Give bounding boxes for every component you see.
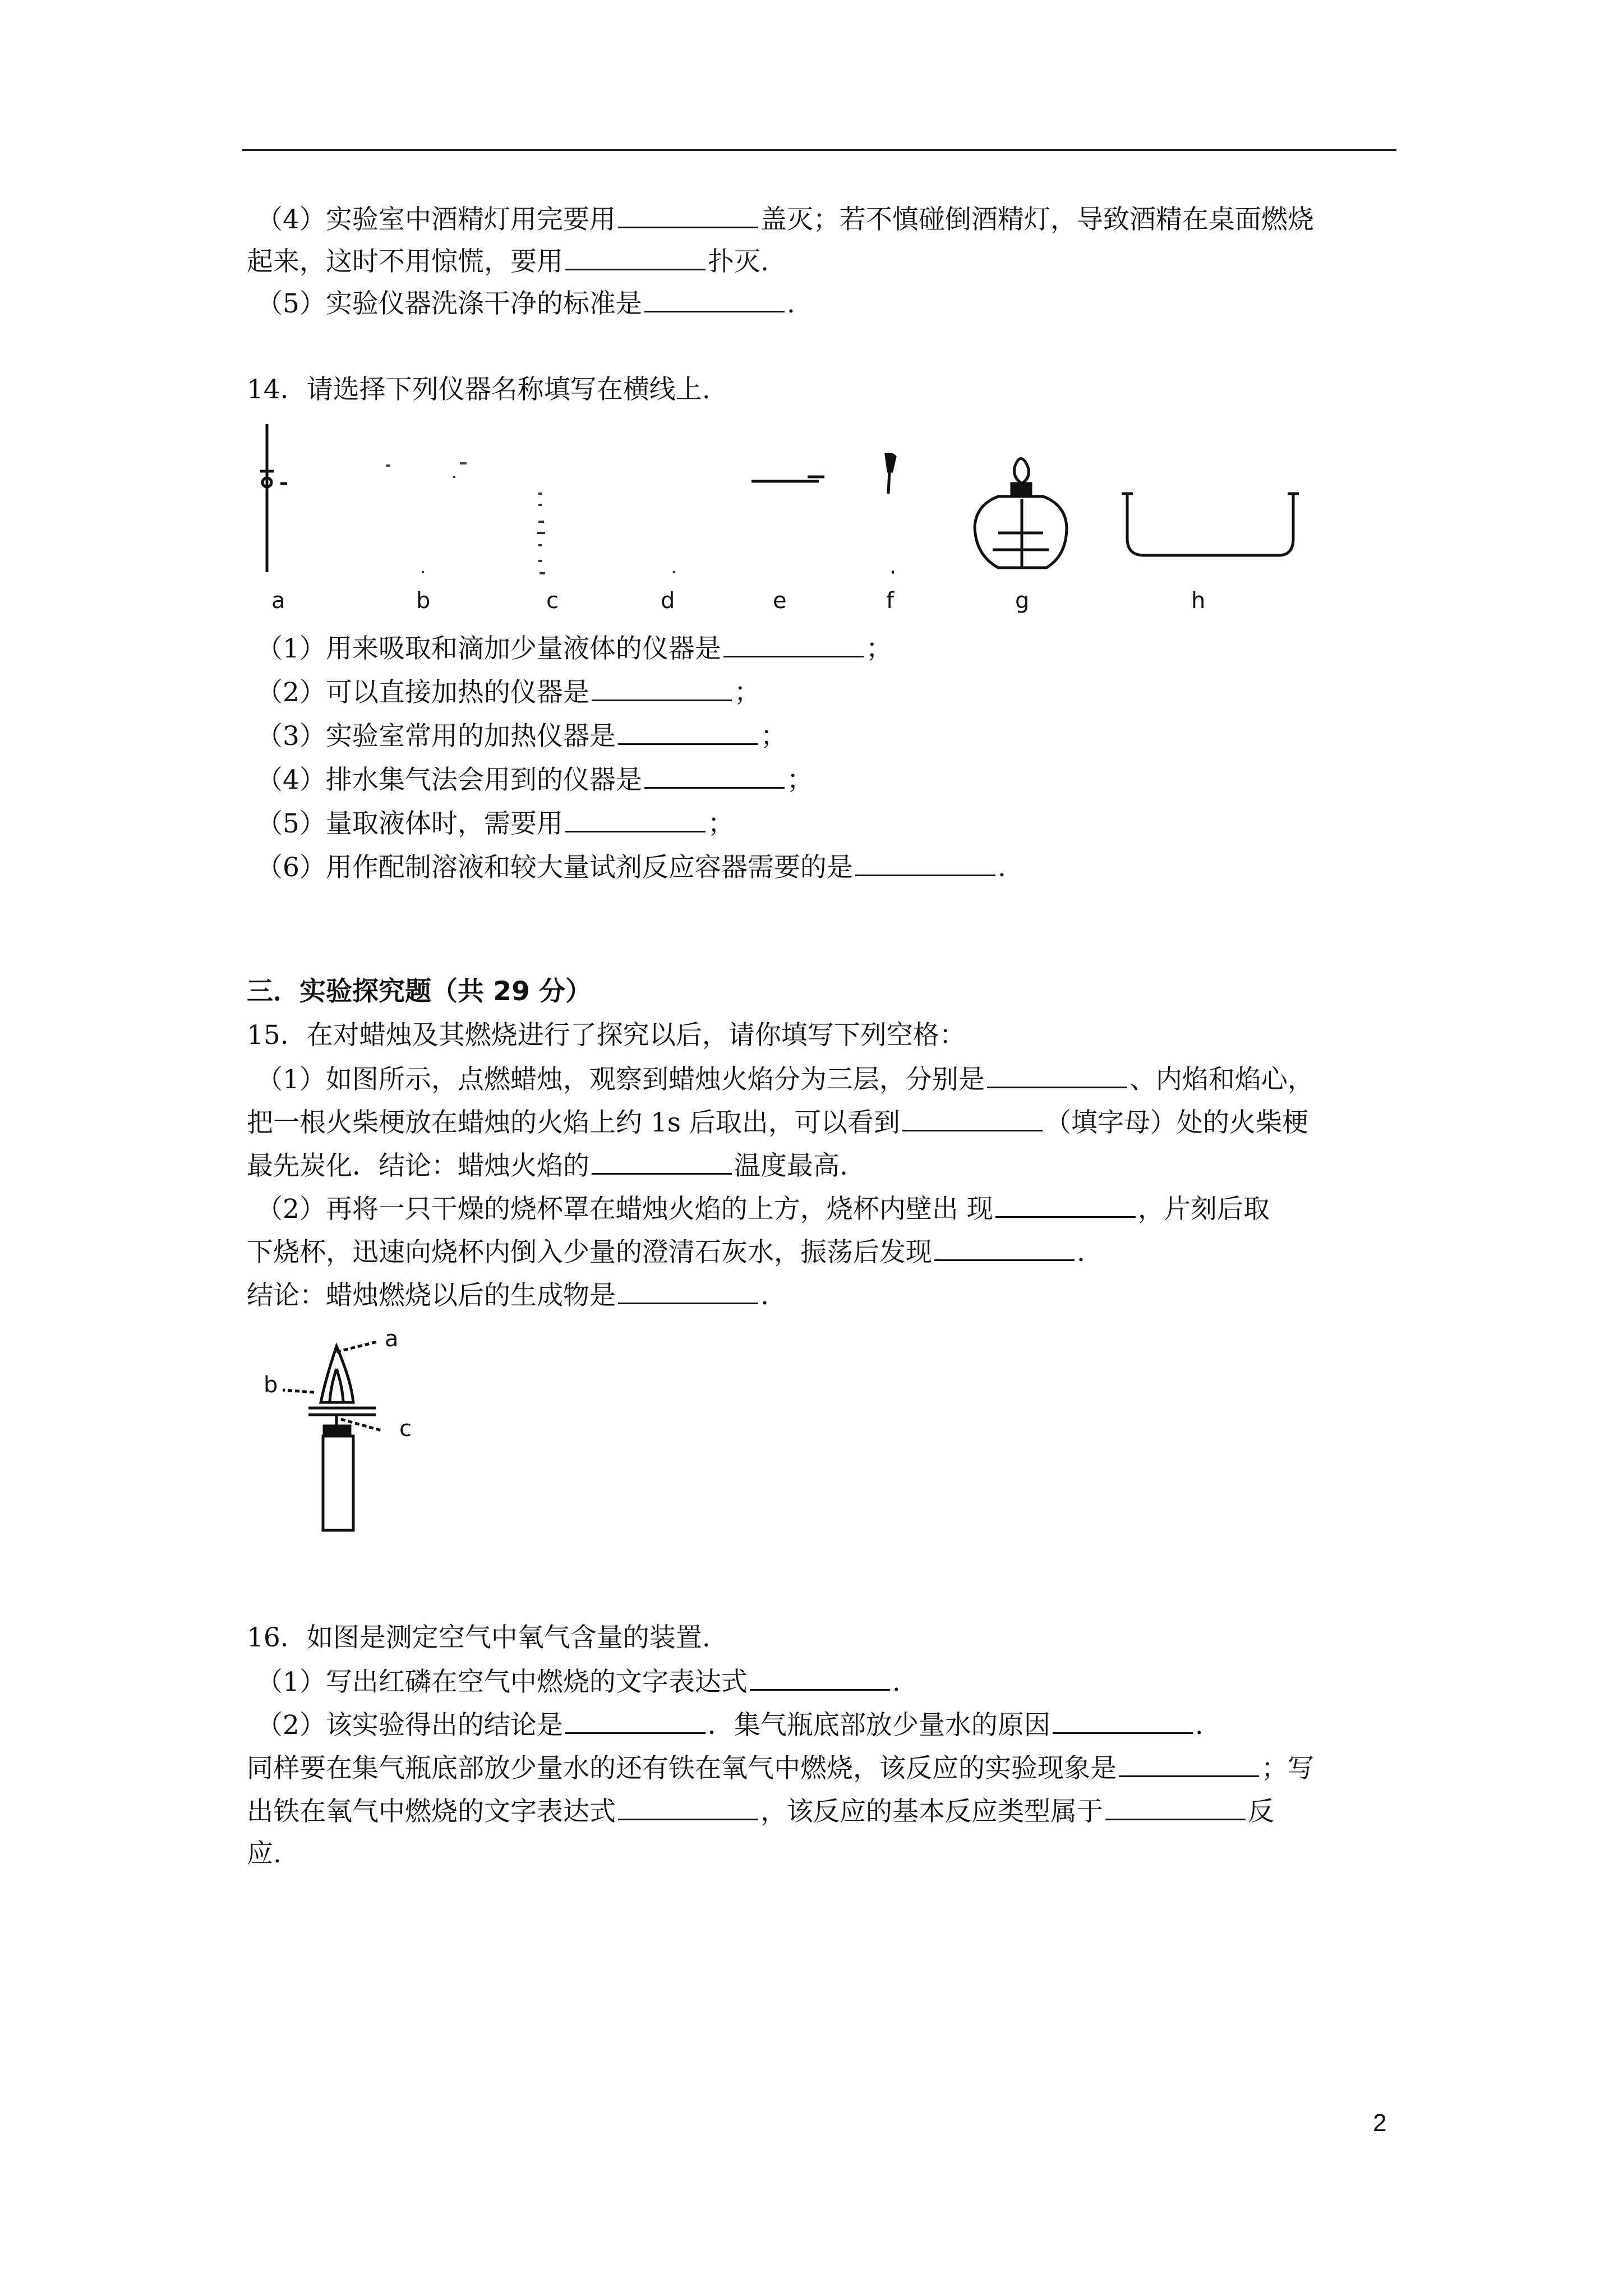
q15-line4 [256,1191,1270,1226]
q15-text: ，片刻后取 [1137,1194,1270,1225]
q14-item-1 [256,631,892,666]
q15-line6 [247,1278,769,1313]
answer-blank[interactable] [592,1148,732,1175]
q15-text: 把一根火柴梗放在蜡烛的火焰上约 1s 后取出，可以看到 [247,1107,900,1138]
section-heading: 三．实验探究题（共 29 分） [247,976,592,1007]
answer-blank[interactable] [618,719,758,745]
q15-line1 [256,1062,1314,1097]
q16-line4 [247,1794,1274,1829]
instrument-a-icon [260,424,287,572]
q14-item-text: （4）排水集气法会用到的仪器是 [256,765,642,795]
answer-blank[interactable] [565,244,706,270]
q16-text: ，该反应的基本反应类型属于 [760,1796,1103,1827]
answer-blank[interactable] [855,850,995,876]
label-d: d [661,588,675,614]
answer-blank[interactable] [934,1235,1075,1261]
q14-item-3 [256,719,787,753]
answer-blank[interactable] [1053,1708,1193,1734]
q14-item-text: （5）量取液体时，需要用 [256,808,563,839]
label-g: g [1015,588,1030,614]
q13-line4-cont [247,244,769,279]
instrument-b-icon [386,463,467,572]
instruments-figure [247,421,1312,606]
q15-text: . [1077,1237,1085,1268]
fig-label-a: a [385,1326,399,1352]
q14-item-5 [256,806,734,841]
instrument-e-icon [751,477,824,481]
fig-label-b: b [264,1372,278,1398]
q16-text: （2）该实验得出的结论是 [256,1710,563,1741]
label-b: b [416,588,431,614]
answer-blank[interactable] [618,202,758,228]
q16-text: . [892,1667,901,1697]
label-c: c [546,588,559,614]
answer-blank[interactable] [1119,1751,1259,1777]
q16-title: 16．如图是测定空气中氧气含量的装置. [247,1622,711,1653]
q16-text: （1）写出红磷在空气中燃烧的文字表达式 [256,1667,748,1697]
q13-l4-text-4: 扑灭. [708,246,769,277]
answer-blank[interactable] [723,631,864,657]
q16-text: . [1195,1710,1204,1741]
instrument-f-icon [886,454,895,573]
instrument-g-icon [975,459,1067,568]
q13-line4 [256,202,1314,237]
q14-item-text: （2）可以直接加热的仪器是 [256,677,589,708]
page-number: 2 [1373,2109,1387,2137]
q14-item-end: ； [734,677,760,708]
answer-blank[interactable] [592,675,732,701]
answer-blank[interactable] [987,1062,1127,1088]
q15-line3 [247,1148,848,1183]
q16-text: 出铁在氧气中燃烧的文字表达式 [247,1796,616,1827]
q15-text: 温度最高. [734,1151,848,1181]
q15-text: （1）如图所示，点燃蜡烛，观察到蜡烛火焰分为三层，分别是 [256,1064,985,1095]
q15-text: （填字母）处的火柴梗 [1044,1107,1308,1138]
q14-item-text: （1）用来吸取和滴加少量液体的仪器是 [256,633,721,664]
answer-blank[interactable] [565,806,706,832]
label-a: a [271,588,285,614]
q15-text: 下烧杯，迅速向烧杯内倒入少量的澄清石灰水，振荡后发现 [247,1237,932,1268]
q15-text: . [760,1280,769,1311]
q15-title: 15．在对蜡烛及其燃烧进行了探究以后，请你填写下列空格： [247,1020,966,1051]
q16-line1 [256,1664,901,1699]
q16-text: ．集气瓶底部放少量水的原因 [707,1710,1050,1741]
q14-item-end: ； [707,808,734,839]
label-h: h [1191,588,1206,614]
q16-line2 [256,1708,1204,1742]
q14-item-end: ； [786,765,813,795]
answer-blank[interactable] [995,1191,1136,1218]
q16-line5: 应. [247,1838,282,1869]
q14-item-end: . [997,852,1006,883]
q13-l5-end: . [786,288,795,319]
q13-l4-text-2: 盖灭；若不慎碰倒酒精灯，导致酒精在桌面燃烧 [760,204,1314,235]
q16-line3 [247,1751,1314,1786]
q15-text: 最先炭化．结论：蜡烛火焰的 [247,1151,589,1181]
q14-title: 14．请选择下列仪器名称填写在横线上. [247,374,711,405]
q16-text: 同样要在集气瓶底部放少量水的还有铁在氧气中燃烧，该反应的实验现象是 [247,1753,1117,1784]
q15-line2 [247,1105,1308,1140]
q13-line5 [256,286,795,321]
answer-blank[interactable] [644,286,785,312]
answer-blank[interactable] [644,762,785,789]
answer-blank[interactable] [618,1794,758,1820]
q16-text: ；写 [1261,1753,1314,1784]
label-f: f [886,588,895,614]
q16-text: 反 [1248,1796,1274,1827]
q14-item-text: （3）实验室常用的加热仪器是 [256,721,616,752]
q14-item-4 [256,762,813,797]
answer-blank[interactable] [618,1278,758,1304]
instrument-c-icon [537,494,545,573]
q13-l4-text-3: 起来，这时不用惊慌，要用 [247,246,563,277]
q15-text: 、内焰和焰心， [1129,1064,1314,1095]
q15-text: 结论：蜡烛燃烧以后的生成物是 [247,1280,616,1311]
fig-label-c: c [399,1416,412,1442]
q14-item-end: ； [760,721,787,752]
header-rule [242,149,1396,151]
q13-l4-text: （4）实验室中酒精灯用完要用 [256,204,616,235]
q15-text: （2）再将一只干燥的烧杯罩在蜡烛火焰的上方，烧杯内壁出 现 [256,1194,993,1225]
q13-l5-text: （5）实验仪器洗涤干净的标准是 [256,288,642,319]
q14-item-2 [256,675,760,710]
q14-item-text: （6）用作配制溶液和较大量试剂反应容器需要的是 [256,852,853,883]
answer-blank[interactable] [565,1708,706,1734]
q14-item-6 [256,850,1006,885]
answer-blank[interactable] [902,1105,1043,1131]
instrument-h-icon [1122,494,1299,555]
q14-item-end: ； [865,633,892,664]
label-e: e [773,588,787,614]
q15-line5 [247,1235,1085,1269]
answer-blank[interactable] [750,1664,890,1691]
answer-blank[interactable] [1105,1794,1246,1820]
